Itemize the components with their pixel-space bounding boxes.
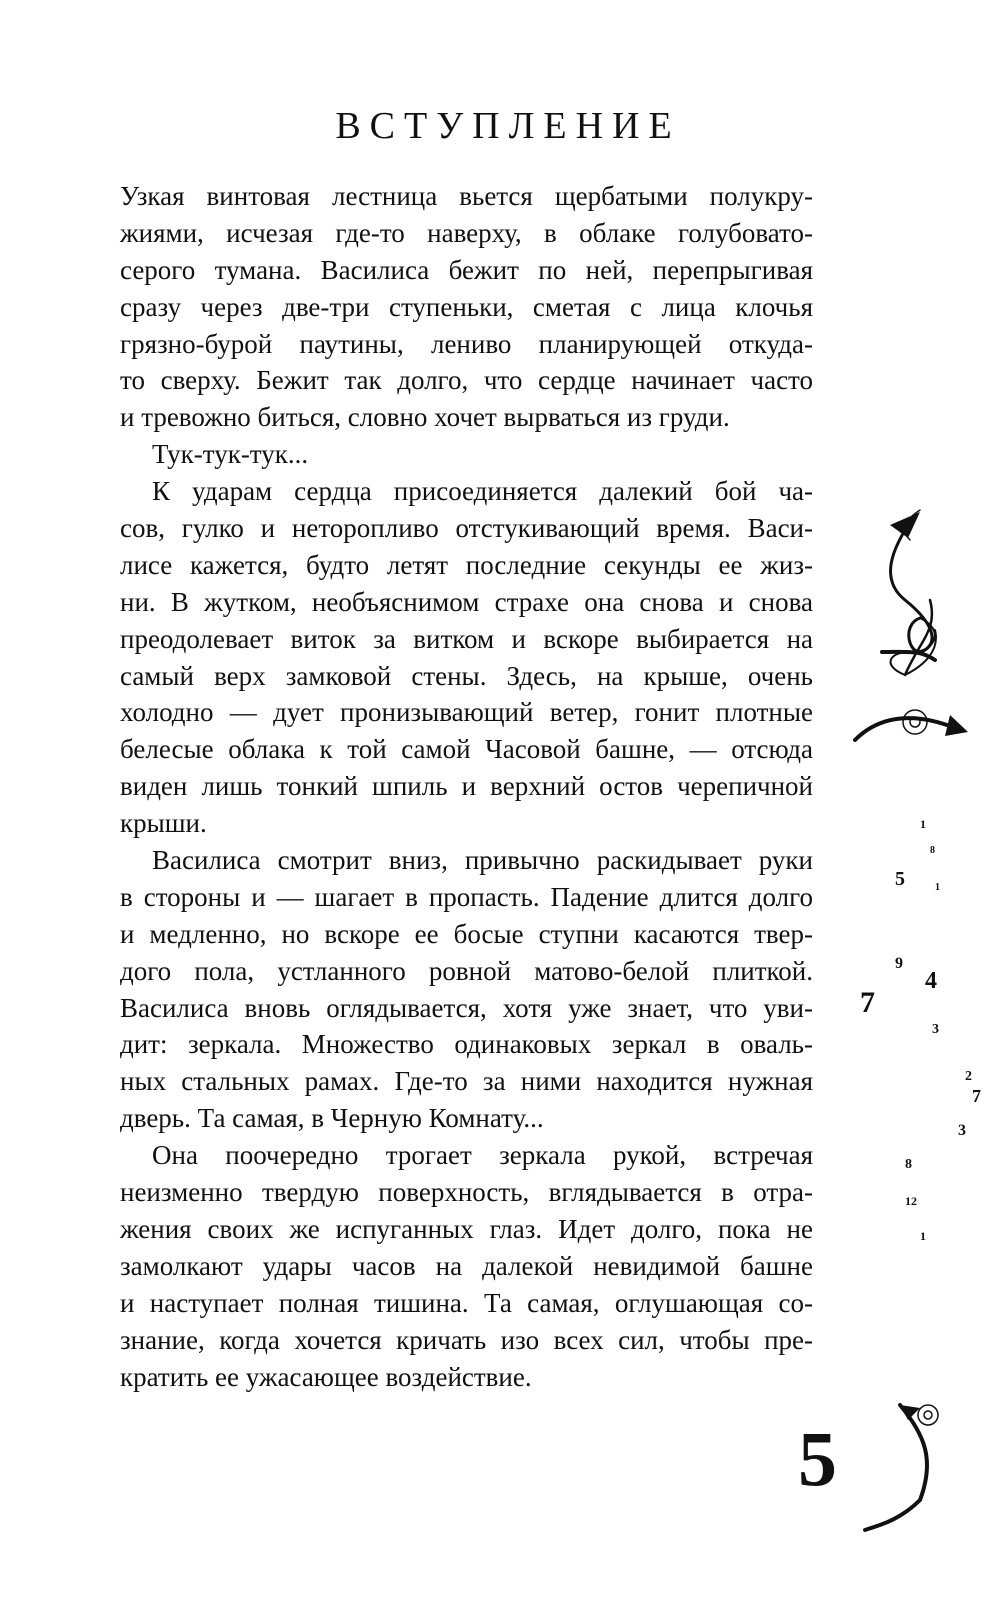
clock-ornament-icon xyxy=(820,500,1000,1550)
ornament-digit: 9 xyxy=(895,955,903,972)
text-line: К ударам сердца присоединяется далекий бой ча- xyxy=(152,476,813,507)
text-line: знание, когда хочется кричать изо всех сил, чтобы пре- xyxy=(120,1324,813,1355)
text-line: белесые облака к той самой Часовой башне, — отсюда xyxy=(120,734,813,765)
ornament-digit: 12 xyxy=(905,1194,917,1208)
ornament-digit: 1 xyxy=(920,817,926,831)
text-line: самый верх замковой стены. Здесь, на крыше, очень xyxy=(120,660,813,691)
ornament-digit: 7 xyxy=(860,986,875,1019)
text-line: Узкая винтовая лестница вьется щербатыми полукру- xyxy=(120,181,813,211)
body-text xyxy=(120,178,813,1395)
text-line: кратить ее ужасающее воздействие. xyxy=(120,1361,532,1392)
ornament-digit: 3 xyxy=(932,1022,939,1037)
text-line: неизменно твердую поверхность, вглядывается в отра- xyxy=(120,1177,813,1208)
ornament-digit: 1 xyxy=(920,1229,926,1243)
text-line: преодолевает виток за витком и вскоре выбирается на xyxy=(120,623,813,654)
text-line: холодно — дует пронизывающий ветер, гонит плотные xyxy=(120,697,813,728)
text-line: в стороны и — шагает в пропасть. Падение длится долго xyxy=(120,881,813,912)
ornament-digit: 5 xyxy=(895,868,905,890)
text-line: Василиса вновь оглядывается, хотя уже знает, что уви- xyxy=(120,992,813,1023)
ornament-digit: 4 xyxy=(925,968,937,994)
text-line: дверь. Та самая, в Черную Комнату... xyxy=(120,1103,544,1134)
text-line: и медленно, но вскоре ее босые ступни касаются твер- xyxy=(120,918,813,949)
text-line: то сверху. Бежит так долго, что сердце начинает часто xyxy=(120,365,813,396)
ornament-digit: 8 xyxy=(905,1157,912,1172)
text-line: серого тумана. Василиса бежит по ней, перепрыгивая xyxy=(120,254,813,285)
ornament-digit: 3 xyxy=(958,1122,966,1139)
text-line: жения своих же испуганных глаз. Идет долго, пока не xyxy=(120,1213,813,1244)
ornament-digit: 8 xyxy=(930,845,935,856)
text-line: виден лишь тонкий шпиль и верхний остов черепичной xyxy=(120,771,813,802)
text-line: лисе кажется, будто летят последние секунды ее жиз- xyxy=(120,549,813,580)
page-number: 5 xyxy=(798,1415,837,1502)
ornament-digit: 1 xyxy=(935,882,940,893)
text-line: и тревожно биться, словно хочет вырваться из груди. xyxy=(120,402,730,433)
text-line: и наступает полная тишина. Та самая, оглушающая со- xyxy=(120,1287,813,1318)
text-line: ни. В жутком, необъяснимом страхе она снова и снова xyxy=(120,586,813,617)
text-line: замолкают удары часов на далекой невидимой башне xyxy=(120,1250,813,1281)
text-line: сов, гулко и неторопливо отстукивающий время. Васи- xyxy=(120,513,813,544)
text-line: дого пола, устланного ровной матово-белой плиткой. xyxy=(120,955,813,986)
text-line: крыши. xyxy=(120,808,207,839)
ornament-digit: 7 xyxy=(972,1086,981,1106)
text-line: Она поочередно трогает зеркала рукой, встречая xyxy=(152,1140,813,1171)
text-line: жиями, исчезая где-то наверху, в облаке голубовато- xyxy=(120,217,813,248)
text-line: ных стальных рамах. Где-то за ними находится нужная xyxy=(120,1066,813,1097)
text-line: Тук-тук-тук... xyxy=(152,439,309,470)
text-line: грязно-бурой паутины, лениво планирующей откуда- xyxy=(120,328,813,359)
ornament-digit: 2 xyxy=(965,1069,972,1084)
text-line: дит: зеркала. Множество одинаковых зеркал в оваль- xyxy=(120,1029,813,1060)
text-line: Василиса смотрит вниз, привычно раскидывает руки xyxy=(152,845,813,876)
chapter-title: ВСТУПЛЕНИЕ xyxy=(335,105,681,147)
text-line: сразу через две-три ступеньки, сметая с лица клочья xyxy=(120,291,813,322)
